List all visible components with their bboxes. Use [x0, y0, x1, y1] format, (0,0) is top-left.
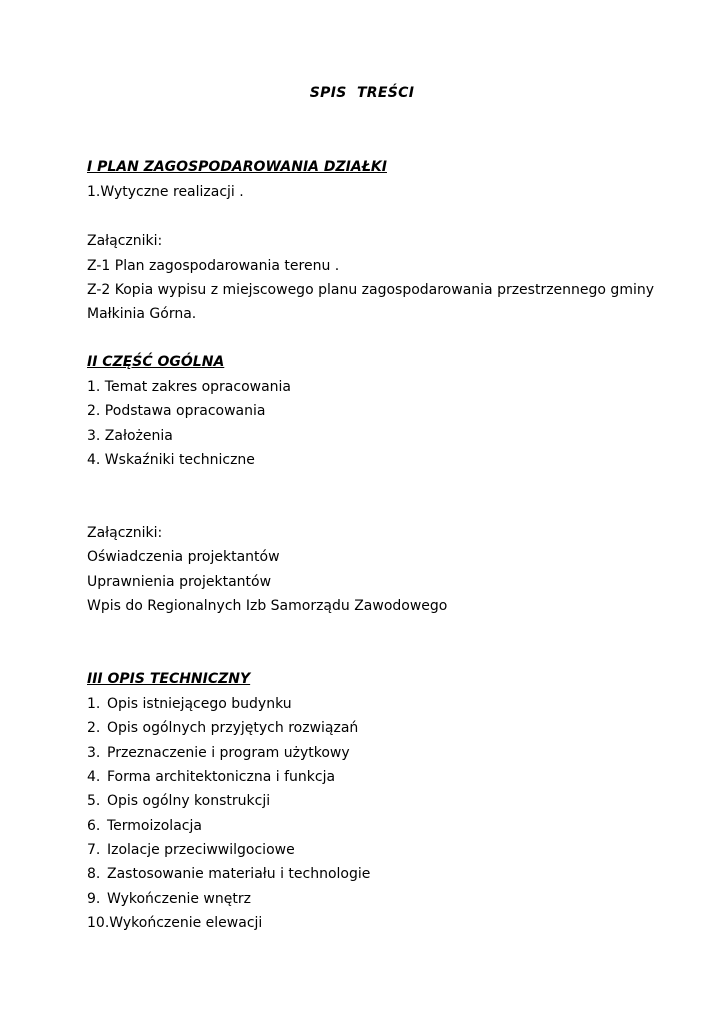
item-number: 5. [87, 793, 101, 809]
section-3-item [87, 889, 251, 909]
section-3-item [87, 913, 262, 933]
section-2-item: 3. Założenia [87, 428, 173, 444]
section-3-heading: III OPIS TECHNICZNY [87, 671, 251, 687]
item-number: 1. [87, 696, 101, 712]
attachment-z2-line1: Z-2 Kopia wypisu z miejscowego planu zagospodarowania przestrzennego gminy [87, 282, 655, 298]
item-text: Opis istniejącego budynku [107, 696, 292, 712]
item-text: Izolacje przeciwwilgociowe [107, 842, 295, 858]
section-2-attachments-label: Załączniki: [87, 525, 163, 541]
section-2-attachment: Uprawnienia projektantów [87, 574, 272, 590]
page-title: SPIS TREŚCI [309, 85, 415, 101]
item-text: Opis ogólny konstrukcji [107, 793, 271, 809]
section-3-item [87, 816, 202, 836]
item-text: Opis ogólnych przyjętych rozwiązań [107, 720, 359, 736]
item-text: Forma architektoniczna i funkcja [107, 769, 336, 785]
item-number: 10. [87, 915, 110, 931]
attachment-z1: Z-1 Plan zagospodarowania terenu . [87, 258, 340, 274]
section-2-item: 2. Podstawa opracowania [87, 403, 266, 419]
section-3-item [87, 767, 335, 787]
section-1-attachments-label: Załączniki: [87, 233, 163, 249]
section-2-attachment: Wpis do Regionalnych Izb Samorządu Zawodowego [87, 598, 448, 614]
item-number: 2. [87, 720, 101, 736]
item-number: 8. [87, 866, 101, 882]
item-number: 4. [87, 769, 101, 785]
item-text: Przeznaczenie i program użytkowy [107, 745, 350, 761]
item-text: Wykończenie elewacji [109, 915, 263, 931]
section-2-item: 4. Wskaźniki techniczne [87, 452, 255, 468]
section-3-item [87, 743, 350, 763]
section-3-item [87, 864, 370, 884]
section-3-item [87, 718, 358, 738]
item-number: 3. [87, 745, 101, 761]
item-number: 7. [87, 842, 101, 858]
item-number: 9. [87, 891, 101, 907]
section-2-item: 1. Temat zakres opracowania [87, 379, 292, 395]
section-3-item [87, 694, 292, 714]
section-3-item [87, 840, 295, 860]
section-1-heading: I PLAN ZAGOSPODAROWANIA DZIAŁKI [87, 159, 387, 175]
item-number: 6. [87, 818, 101, 834]
section-1-item: 1.Wytyczne realizacji . [87, 184, 244, 200]
item-text: Zastosowanie materiału i technologie [107, 866, 371, 882]
section-3-item [87, 791, 270, 811]
attachment-z2-line2: Małkinia Górna. [87, 306, 197, 322]
item-text: Wykończenie wnętrz [107, 891, 251, 907]
section-2-attachment: Oświadczenia projektantów [87, 549, 280, 565]
item-text: Termoizolacja [107, 818, 202, 834]
section-2-heading: II CZĘŚĆ OGÓLNA [87, 354, 225, 370]
